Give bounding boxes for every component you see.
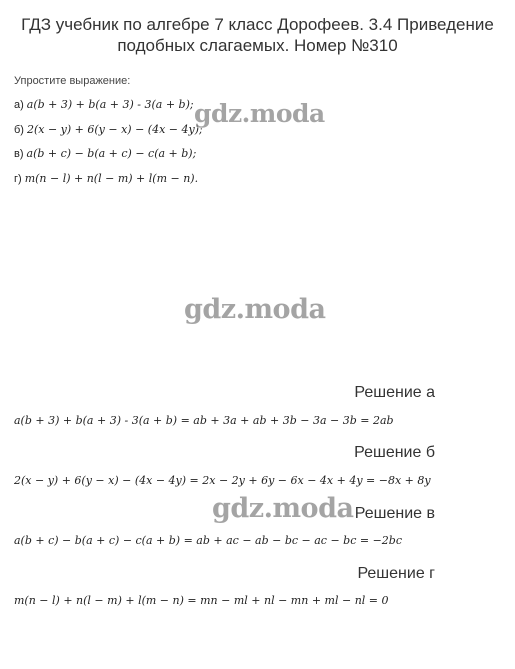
page-title: [0, 14, 515, 56]
solution-expression-g: m(n − l) + n(l − m) + l(m − n) = mn − ml + nl − mn + ml − nl = 0: [14, 594, 389, 607]
task-item-expression: m(n − l) + n(l − m) + l(m − n).: [24, 171, 199, 185]
task-item-v: [14, 142, 494, 167]
title-line-1: ГДЗ учебник по алгебре 7 класс Дорофеев. 3.4 Приведение: [21, 15, 494, 34]
solution-heading-g: Решение г: [357, 565, 435, 582]
task-item-prefix: г): [14, 172, 22, 185]
solution-expression-v: a(b + c) − b(a + c) − c(a + b) = ab + ac − ab − bc − ac − bc = −2bc: [14, 534, 403, 547]
watermark: gdz.moda: [184, 294, 326, 325]
task-block: [14, 75, 494, 191]
title-line-2: подобных слагаемых. Номер №310: [117, 36, 398, 55]
task-item-g: [14, 167, 494, 192]
task-instruction: Упростите выражение:: [14, 75, 131, 87]
solution-heading-a: Решение а: [354, 384, 435, 401]
task-item-prefix: б): [14, 123, 24, 136]
solution-expression-a: a(b + 3) + b(a + 3) - 3(a + b) = ab + 3a + ab + 3b − 3a − 3b = 2ab: [14, 414, 394, 427]
watermark: gdz.moda: [194, 99, 325, 128]
task-item-expression: a(b + c) − b(a + c) − c(a + b);: [26, 147, 197, 160]
solution-expression-b: 2(x − y) + 6(y − x) − (4x − 4y) = 2x − 2y + 6y − 6x − 4x + 4y = −8x + 8y: [14, 474, 431, 487]
task-item-prefix: а): [14, 99, 24, 111]
task-item-expression: a(b + 3) + b(a + 3) - 3(a + b);: [26, 98, 194, 111]
solution-heading-b: Решение б: [354, 444, 435, 461]
task-item-prefix: в): [14, 148, 24, 160]
watermark: gdz.moda: [212, 493, 354, 524]
solution-heading-v: Решение в: [354, 505, 435, 522]
task-item-expression: 2(x − y) + 6(y − x) − (4x − 4y);: [26, 122, 203, 136]
